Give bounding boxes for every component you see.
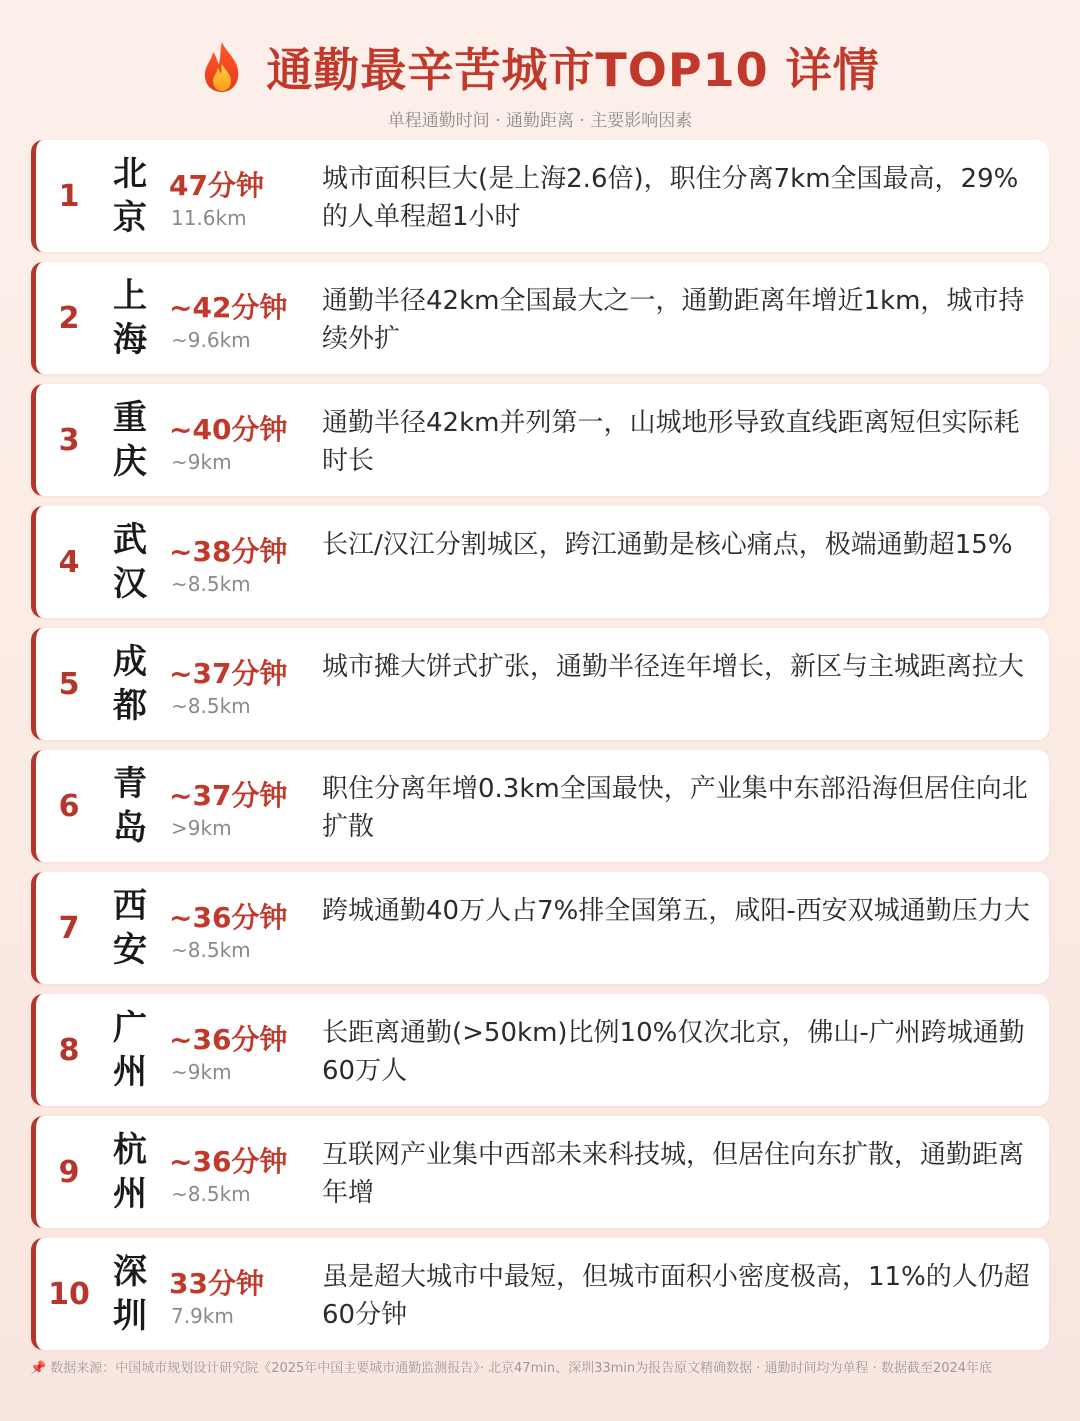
city-name: 北京 (113, 154, 147, 238)
commute-time: ~42分钟 (169, 291, 288, 324)
city-name: 上海 (113, 276, 147, 360)
city-name: 西安 (113, 886, 147, 970)
rank-number: 6 (58, 788, 80, 824)
city-name: 广州 (113, 1008, 147, 1092)
city-description: 通勤半径42km并列第一，山城地形导致直线距离短但实际耗时长 (322, 408, 1020, 476)
city-list (31, 140, 1049, 1360)
rank-number: 4 (58, 544, 80, 580)
city-description: 城市摊大饼式扩张，通勤半径连年增长，新区与主城距离拉大 (322, 652, 1025, 682)
header (0, 34, 1080, 131)
commute-time: ~38分钟 (169, 535, 288, 568)
rank-number: 10 (48, 1276, 90, 1312)
commute-distance: ~8.5km (171, 938, 251, 962)
commute-distance: ~8.5km (171, 1182, 251, 1206)
commute-distance: ~8.5km (171, 572, 251, 596)
footer-source (30, 1358, 1055, 1379)
rank-number: 2 (58, 300, 80, 336)
fire-icon (200, 40, 244, 94)
city-card (31, 384, 1049, 496)
page-title: 通勤最辛苦城市TOP10 详情 (266, 43, 880, 97)
city-card (31, 872, 1049, 984)
commute-distance: ~9.6km (171, 328, 251, 352)
commute-time: ~36分钟 (169, 1145, 288, 1178)
city-name: 武汉 (113, 520, 147, 604)
title-row (0, 34, 1080, 100)
city-card (31, 628, 1049, 740)
city-card (31, 506, 1049, 618)
city-description: 城市面积巨大(是上海2.6倍)，职住分离7km全国最高，29%的人单程超1小时 (322, 164, 1019, 232)
footer-text: 数据来源：中国城市规划设计研究院《2025年中国主要城市通勤监测报告》· 北京47min、深圳33min为报告原文精确数据 · 通勤时间均为单程 · 数据截至2024年底 (50, 1361, 993, 1376)
commute-time: ~37分钟 (169, 657, 288, 690)
commute-distance: ~9km (171, 450, 232, 474)
city-description: 长距离通勤(>50km)比例10%仅次北京，佛山-广州跨城通勤60万人 (322, 1018, 1025, 1086)
city-name: 杭州 (113, 1130, 147, 1214)
city-description: 互联网产业集中西部未来科技城，但居住向东扩散，通勤距离年增 (322, 1140, 1025, 1208)
commute-time: ~36分钟 (169, 1023, 288, 1056)
rank-number: 8 (58, 1032, 80, 1068)
rank-number: 7 (58, 910, 80, 946)
city-card (31, 1238, 1049, 1350)
rank-number: 5 (58, 666, 80, 702)
city-name: 成都 (113, 642, 147, 726)
commute-time: ~40分钟 (169, 413, 288, 446)
city-card (31, 994, 1049, 1106)
commute-distance: ~9km (171, 1060, 232, 1084)
city-card (31, 262, 1049, 374)
city-card (31, 750, 1049, 862)
pin-icon: 📌 (30, 1361, 47, 1376)
commute-distance: >9km (171, 816, 232, 840)
city-description: 职住分离年增0.3km全国最快，产业集中东部沿海但居住向北扩散 (322, 774, 1028, 842)
commute-time: 47分钟 (169, 169, 264, 202)
city-name: 青岛 (113, 764, 147, 848)
city-card (31, 1116, 1049, 1228)
city-card (31, 140, 1049, 252)
rank-number: 9 (58, 1154, 80, 1190)
rank-number: 1 (58, 178, 80, 214)
page-subtitle: 单程通勤时间 · 通勤距离 · 主要影响因素 (387, 111, 693, 131)
commute-time: ~37分钟 (169, 779, 288, 812)
rank-number: 3 (58, 422, 80, 458)
commute-time: 33分钟 (169, 1267, 264, 1300)
city-name: 深圳 (113, 1252, 147, 1336)
city-description: 虽是超大城市中最短，但城市面积小密度极高，11%的人仍超60分钟 (322, 1262, 1030, 1330)
city-description: 长江/汉江分割城区，跨江通勤是核心痛点，极端通勤超15% (322, 530, 1013, 560)
commute-distance: ~8.5km (171, 694, 251, 718)
city-name: 重庆 (113, 398, 147, 482)
city-description: 通勤半径42km全国最大之一，通勤距离年增近1km，城市持续外扩 (322, 286, 1025, 354)
city-description: 跨城通勤40万人占7%排全国第五，咸阳-西安双城通勤压力大 (322, 896, 1030, 926)
commute-time: ~36分钟 (169, 901, 288, 934)
commute-distance: 11.6km (171, 206, 247, 230)
commute-distance: 7.9km (171, 1304, 234, 1328)
